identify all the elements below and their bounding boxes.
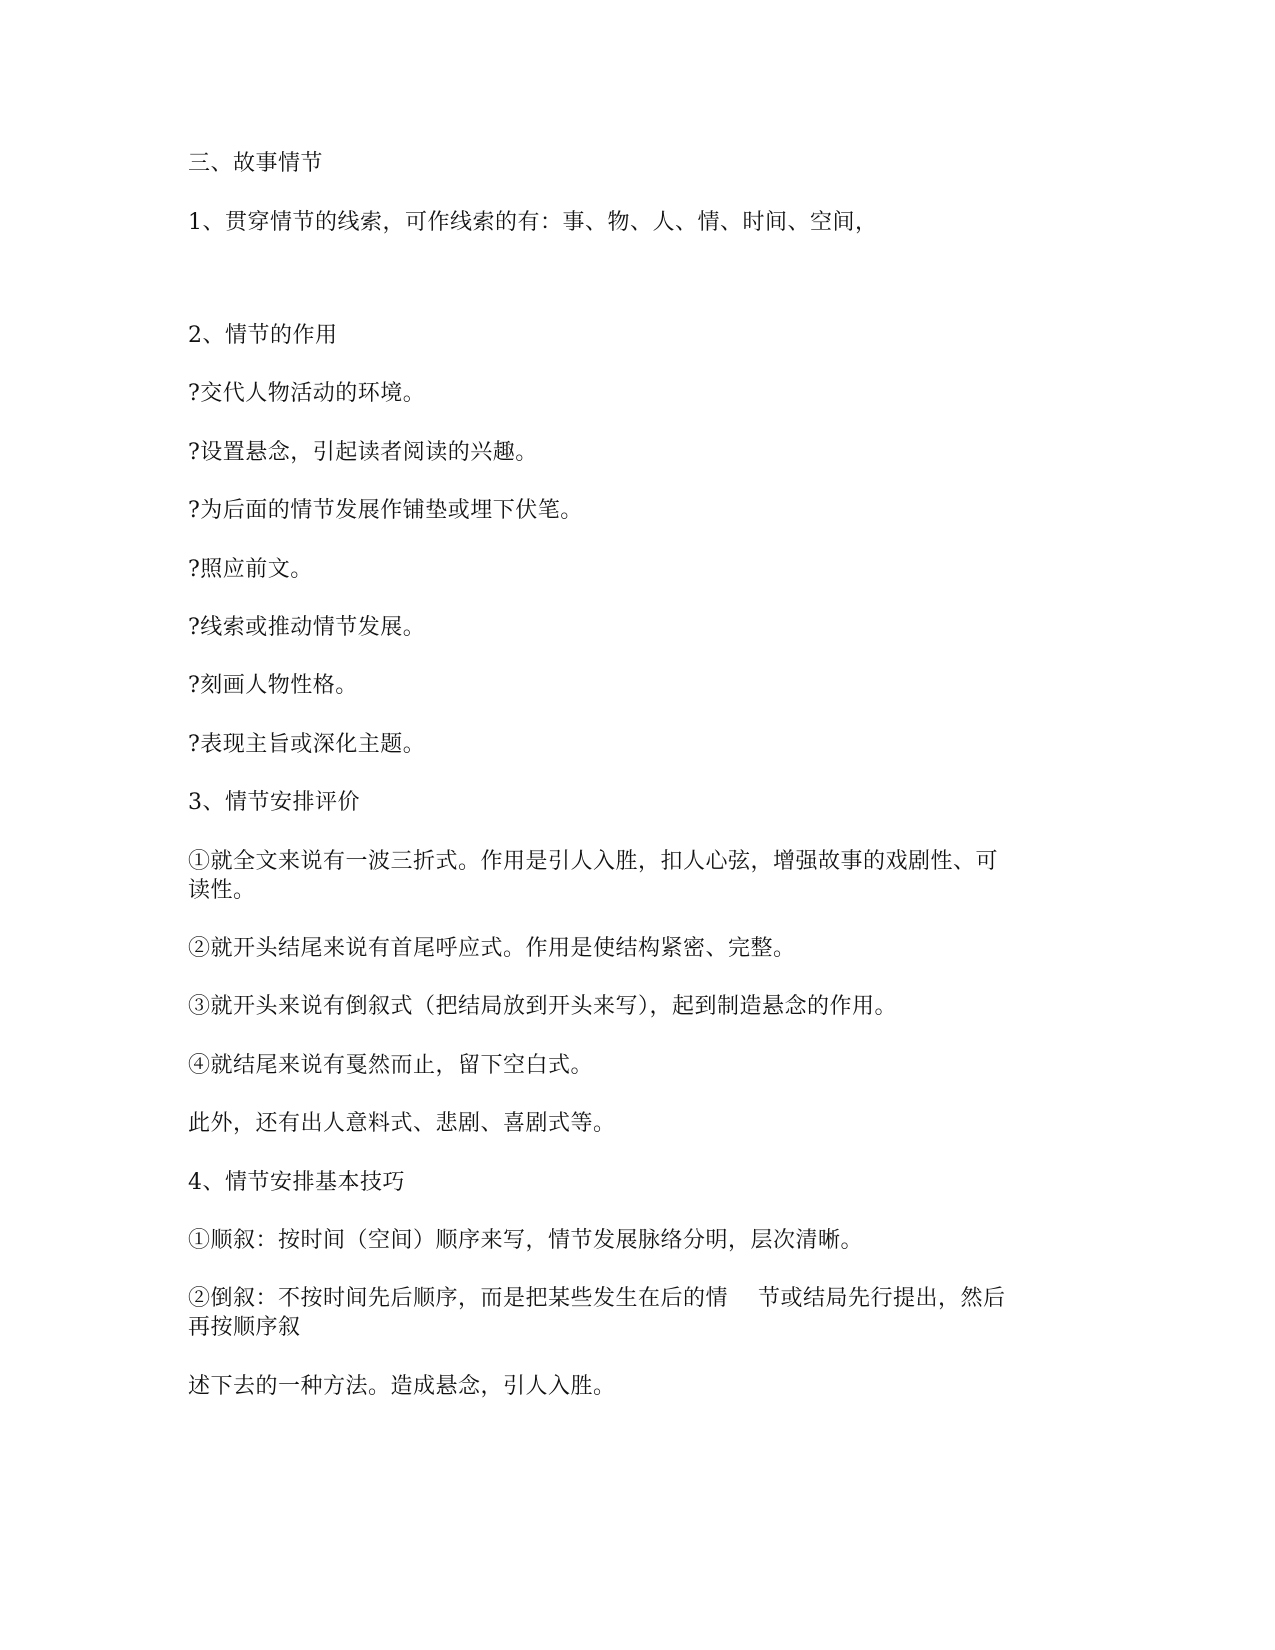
item-3-heading: 3、情节安排评价 <box>188 790 360 815</box>
item-4-point-continued: 述下去的一种方法。造成悬念，引人入胜。 <box>188 1374 616 1399</box>
item-1: 1、贯穿情节的线索，可作线索的有：事、物、人、情、时间、空间， <box>188 210 878 235</box>
item-4-heading: 4、情节安排基本技巧 <box>188 1170 405 1195</box>
item-2-point: ?表现主旨或深化主题。 <box>188 732 426 757</box>
item-2-point: ?设置悬念，引起读者阅读的兴趣。 <box>188 440 538 465</box>
item-2-point: ?交代人物活动的环境。 <box>188 381 426 406</box>
item-4-point: ①顺叙：按时间（空间）顺序来写，情节发展脉络分明，层次清晰。 <box>188 1228 864 1253</box>
item-2-heading: 2、情节的作用 <box>188 323 338 348</box>
item-3-point: ②就开头结尾来说有首尾呼应式。作用是使结构紧密、完整。 <box>188 936 796 961</box>
item-2-point: ?刻画人物性格。 <box>188 673 358 698</box>
item-3-point: ④就结尾来说有戛然而止，留下空白式。 <box>188 1053 594 1078</box>
item-3-extra: 此外，还有出人意料式、悲剧、喜剧式等。 <box>188 1111 616 1136</box>
item-3-point-continued: 读性。 <box>188 878 256 903</box>
item-4-point-continued: 再按顺序叙 <box>188 1315 301 1340</box>
section-heading: 三、故事情节 <box>188 151 324 176</box>
item-3-point: ①就全文来说有一波三折式。作用是引人入胜，扣人心弦，增强故事的戏剧性、可 <box>188 849 999 874</box>
item-2-point: ?照应前文。 <box>188 557 313 582</box>
item-2-point: ?为后面的情节发展作铺垫或埋下伏笔。 <box>188 498 583 523</box>
item-3-point: ③就开头来说有倒叙式（把结局放到开头来写），起到制造悬念的作用。 <box>188 994 898 1019</box>
item-4-point: ②倒叙：不按时间先后顺序，而是把某些发生在后的情 节或结局先行提出，然后 <box>188 1286 1006 1311</box>
item-2-point: ?线索或推动情节发展。 <box>188 615 426 640</box>
